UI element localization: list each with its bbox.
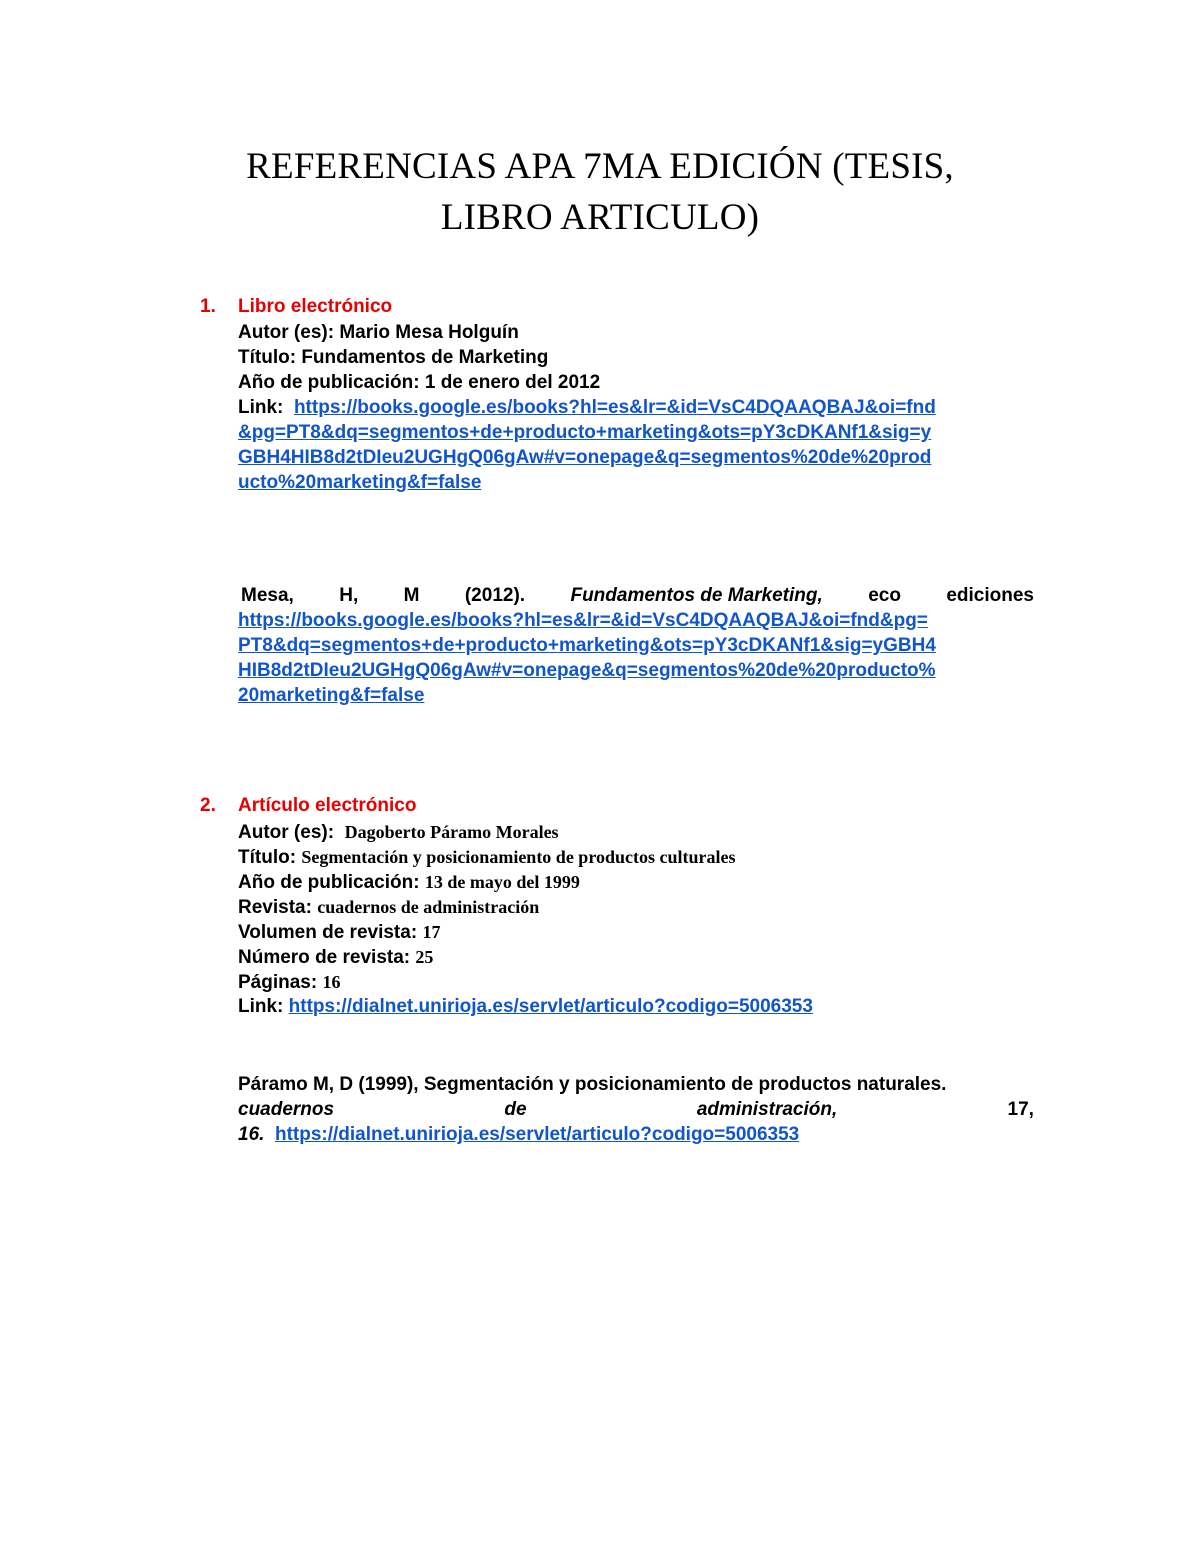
title-value: Fundamentos de Marketing <box>301 347 549 368</box>
title-label: Título: <box>238 347 297 368</box>
article-citation-line-1: Páramo M, D (1999), Segmentación y posicionamiento de productos naturales. <box>238 1074 947 1095</box>
section-1-heading: Libro electrónico <box>238 296 393 317</box>
section-2-link-row <box>238 995 1038 1019</box>
year-label: Año de publicación: <box>238 372 420 393</box>
citation-link-part-3[interactable]: HIB8d2tDIeu2UGHgQ06gAw#v=onepage&q=segmentos%20de%20producto% <box>238 660 936 681</box>
volume-value: 17 <box>422 922 441 942</box>
citation-link-part-4[interactable]: 20marketing&f=false <box>238 685 425 706</box>
section-2-volume-row <box>238 920 440 945</box>
citation-issue: 16. <box>238 1124 265 1145</box>
section-1-link-row <box>238 396 1038 420</box>
title-label: Título: <box>238 847 297 868</box>
citation-journal-word: cuadernos <box>238 1099 335 1120</box>
section-1-title-row <box>238 346 548 370</box>
book-link-part-4[interactable]: ucto%20marketing&f=false <box>238 472 482 493</box>
article-link[interactable]: https://dialnet.unirioja.es/servlet/articulo?codigo=5006353 <box>288 996 813 1017</box>
book-citation-link-row-3 <box>238 659 1038 683</box>
citation-book-title: Fundamentos de Marketing, <box>570 585 823 606</box>
year-label: Año de publicación: <box>238 872 420 893</box>
citation-word: eco <box>868 585 901 606</box>
citation-article-link[interactable]: https://dialnet.unirioja.es/servlet/articulo?codigo=5006353 <box>274 1124 800 1145</box>
citation-word: H, <box>339 585 359 606</box>
document-title-line-2: LIBRO ARTICULO) <box>440 197 760 238</box>
section-2-issue-row <box>238 945 433 970</box>
year-value: 1 de enero del 2012 <box>424 372 601 393</box>
book-link-part-3[interactable]: GBH4HIB8d2tDIeu2UGHgQ06gAw#v=onepage&q=segmentos%20de%20prod <box>238 447 932 468</box>
section-2-heading: Artículo electrónico <box>238 795 417 816</box>
citation-word: M <box>403 585 420 606</box>
section-2-pages-row <box>238 970 340 995</box>
article-citation-line-2 <box>238 1098 1034 1122</box>
citation-journal-word: de <box>504 1099 527 1120</box>
section-1-link-row-3 <box>238 446 1038 470</box>
book-citation-link-row-4 <box>238 684 1038 708</box>
section-2-title-row <box>238 845 735 870</box>
section-2-journal-row <box>238 895 539 920</box>
book-citation-link-row-1 <box>238 609 1038 633</box>
section-2-author-row <box>238 820 559 845</box>
section-1-number: 1. <box>200 296 216 317</box>
document-title-line-1: REFERENCIAS APA 7MA EDICIÓN (TESIS, <box>246 146 954 187</box>
pages-label: Páginas: <box>238 972 318 993</box>
citation-word: Mesa, <box>241 585 294 606</box>
title-value: Segmentación y posicionamiento de productos culturales <box>301 847 736 867</box>
section-1-link-row-2 <box>238 421 1038 445</box>
citation-publisher: ediciones <box>946 585 1034 606</box>
book-link-part-2[interactable]: &pg=PT8&dq=segmentos+de+producto+marketing&ots=pY3cDKANf1&sig=y <box>238 422 932 443</box>
section-1-year-row <box>238 371 600 395</box>
section-1-link-row-4 <box>238 471 1038 495</box>
author-label: Autor (es): <box>238 322 335 343</box>
issue-label: Número de revista: <box>238 947 411 968</box>
issue-value: 25 <box>415 947 434 967</box>
citation-link-part-2[interactable]: PT8&dq=segmentos+de+producto+marketing&ots=pY3cDKANf1&sig=yGBH4 <box>238 635 936 656</box>
book-citation-line-1 <box>241 584 1034 608</box>
year-value: 13 de mayo del 1999 <box>424 872 580 892</box>
author-value: Mario Mesa Holguín <box>339 322 519 343</box>
article-citation-line-3 <box>238 1123 1038 1147</box>
citation-link-part-1[interactable]: https://books.google.es/books?hl=es&lr=&id=VsC4DQAAQBAJ&oi=fnd&pg= <box>238 610 928 631</box>
pages-value: 16 <box>322 972 341 992</box>
book-link-part-1[interactable]: https://books.google.es/books?hl=es&lr=&id=VsC4DQAAQBAJ&oi=fnd <box>293 397 936 418</box>
journal-label: Revista: <box>238 897 312 918</box>
citation-journal-word: administración, <box>696 1099 838 1120</box>
citation-year: (2012). <box>464 585 526 606</box>
citation-volume: 17, <box>1007 1099 1034 1120</box>
link-label: Link: <box>238 996 284 1017</box>
author-label: Autor (es): <box>238 822 335 843</box>
volume-label: Volumen de revista: <box>238 922 418 943</box>
author-value: Dagoberto Páramo Morales <box>344 822 559 842</box>
book-citation-link-row-2 <box>238 634 1038 658</box>
section-1-author-row <box>238 321 519 345</box>
link-label: Link: <box>238 397 284 418</box>
section-2-number: 2. <box>200 795 216 816</box>
section-2-year-row <box>238 870 580 895</box>
journal-value: cuadernos de administración <box>317 897 540 917</box>
